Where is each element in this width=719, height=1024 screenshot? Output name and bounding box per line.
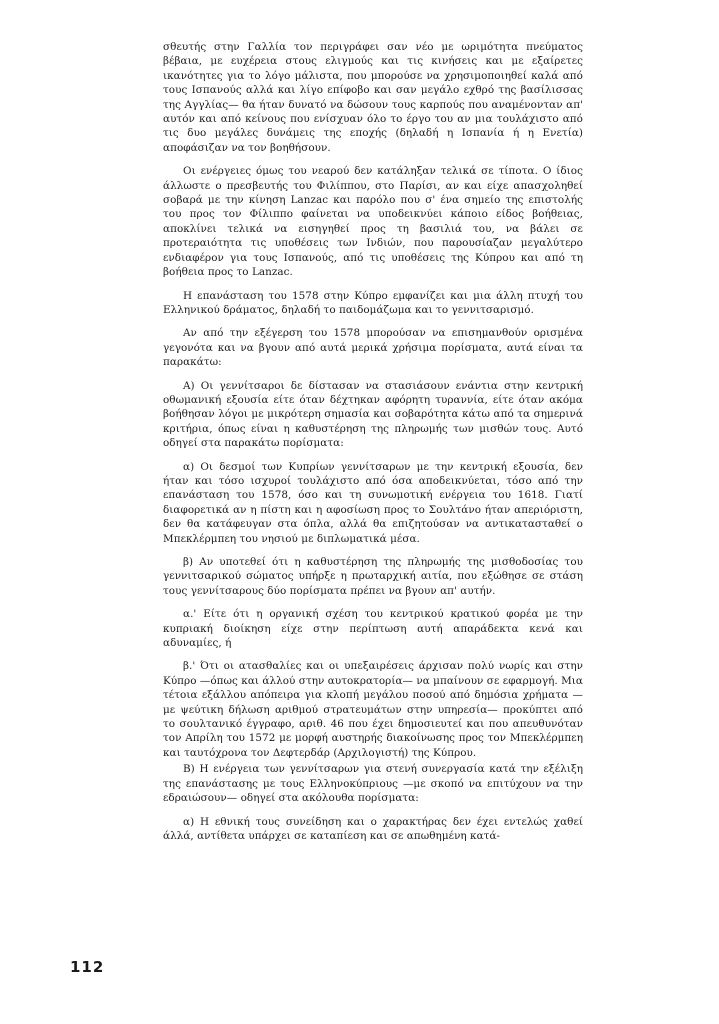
paragraph-conclusions-intro: Αν από την εξέγερση του 1578 μπορούσαν να επισημανθούν ορισμένα γεγονότα και να βγουν από αυτά μερικά χρήσιμα πορίσματα, αυτά είναι τα παρακάτω: xyxy=(163,327,583,369)
paragraph-subpoint-a-prime: α.' Είτε ότι η οργανική σχέση του κεντρικού κρατικού φορέα με την κυπριακή διοίκηση είχε στην περίπτωση αυτή απαράδεκτα κενά και αδυναμίες, ή xyxy=(163,608,583,650)
paragraph-point-b-a: α) Η εθνική τους συνείδηση και ο χαρακτήρας δεν έχει εντελώς χαθεί άλλά, αντίθετα υπάρχει σε καταπίεση και σε απωθημένη κατά- xyxy=(163,815,583,842)
paragraph-revolution-1578: Η επανάσταση του 1578 στην Κύπρο εμφανίζει και μια άλλη πτυχή του Ελληνικού δράματος, δηλαδή το παιδομάζωμα και το γεννιτσαρισμό. xyxy=(163,289,583,316)
paragraph-subpoint-a: α) Οι δεσμοί των Κυπρίων γεννίτσαρων με την κεντρική εξουσία, δεν ήταν και τόσο ισχυροί τουλάχιστο από όσα αποδεικνύεται, τόσο από την επανάσταση του 1578, όσο και τη συνωμοτική ενέργεια του 1618. Γιατί διαφορετικά αν η πίστη και η αφοσίωση προς το Σουλτάνο ήταν απεριόριστη, δεν θα κατάφευγαν στα όπλα, αλλά θα επιζητούσαν να αντικατασταθεί ο Μπεκλέρμπεη του νησιού με διπλωματικά μέσα. xyxy=(163,460,583,545)
body-text xyxy=(163,40,583,852)
page-number: 112 xyxy=(70,958,105,976)
paragraph-continuation: σθευτής στην Γαλλία τον περιγράφει σαν νέο με ωριμότητα πνεύματος βέβαια, με ευχέρεια στους ελιγμούς και τις κινήσεις και με εξαίρετες ικανότητες για το λόγο μάλιστα, που μπορούσε να χρησιμοποιηθεί καλά από τους Ισπανούς αλλά και λίγο επίφοβο και σαν μεγάλο εχθρό της βασίλισσας της Αγγλίας— θα ήταν δυνατό να δώσουν τους καρπούς που αναμένονταν απ' αυτόν και από κείνους που ενίσχυαν όλο το έργο του αν μια τουλάχιστο από τις δυο μεγάλες δυνάμεις της εποχής (δηλαδή η Ισπανία ή η Ενετία) αποφάσιζαν να τον βοηθήσουν. xyxy=(163,41,583,154)
paragraph-point-b: Β) Η ενέργεια των γεννίτσαρων για στενή συνεργασία κατά την εξέλιξη της επανάστασης με τους Ελληνοκύπριους —με σκοπό να επιτύχουν να την εδραιώσουν— οδηγεί στα ακόλουθα πορίσματα: xyxy=(163,763,583,805)
paragraph-point-a: Α) Οι γεννίτσαροι δε δίστασαν να στασιάσουν ενάντια στην κεντρική οθωμανική εξουσία είτε όταν δέχτηκαν αφόρητη τυραννία, είτε όταν ακόμα βοήθησαν λόγοι με μικρότερη σημασία και σοβαρότητα κάτω από τα σημερινά κριτήρια, όπως είναι η καθυστέρηση της πληρωμής των μισθών τους. Αυτό οδηγεί στα παρακάτω πορίσματα: xyxy=(163,379,583,450)
paragraph-subpoint-b: β) Αν υποτεθεί ότι η καθυστέρηση της πληρωμής της μισθοδοσίας του γεννιτσαρικού σώματος υπήρξε η πρωταρχική αιτία, που εξώθησε σε στάση τους γεννίτσαρους δύο πορίσματα πρέπει να βγουν απ' αυτήν. xyxy=(163,556,583,597)
paragraph-lanzac: Οι ενέργειες όμως του νεαρού δεν κατάληξαν τελικά σε τίποτα. Ο ίδιος άλλωστε ο πρεσβευτής του Φιλίππου, στο Παρίσι, αν και είχε απασχοληθεί σοβαρά με την κίνηση Lanzac και παρόλο που σ' ένα σημείο της επιστολής του προς τον Φίλιππο φαίνεται να υποδεικνύει κάποιο είδος βοήθειας, αποκλίνει τελικά να εισηγηθεί προς τη βασιλιά του, να βάλει σε προτεραιότητα τις υποθέσεις των Ινδιών, που παρουσίαζαν μεγαλύτερο ενδιαφέρον για τους Ισπανούς, από τις υποθέσεις της Κύπρου και από τη βοήθεια προς το Lanzac. xyxy=(163,165,583,279)
paragraph-subpoint-b-prime: β.' Ότι οι ατασθαλίες και οι υπεξαιρέσεις άρχισαν πολύ νωρίς και στην Κύπρο —όπως και άλλού στην αυτοκρατορία— να μπαίνουν σε εφαρμογή. Μια τέτοια εξάλλου απόπειρα για κλοπή μεγάλου ποσού από δημόσια χρήματα —με ψεύτικη δήλωση αριθμού στρατευμάτων στην υπηρεσία— προκύπτει από το σουλτανικό έγγραφο, αριθ. 46 που έχει δημοσιευτεί και που απευθυνόταν τον Απρίλη του 1572 με μορφή αυστηρής διακοίνωσης προς τον Μπεκλέρμπεη και ταυτόχρονα τον Δεφτερδάρ (Αρχιλογιστή) της Κύπρου. xyxy=(163,660,583,759)
